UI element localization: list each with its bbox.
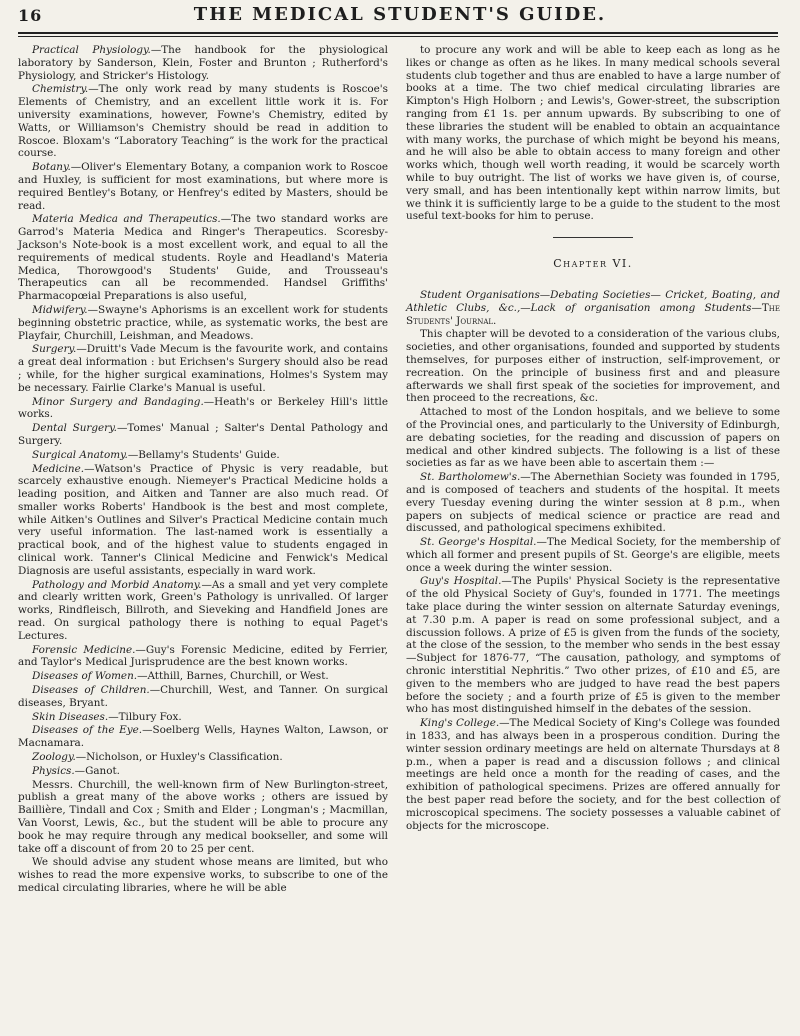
left-column	[18, 44, 388, 896]
chapter-divider	[553, 237, 633, 238]
paragraph-heading: St. Bartholomew's.	[420, 471, 521, 484]
paragraph-text: —The Abernethian Society was founded in 1795, and is composed of teachers and students of the hospital. It meets every Tuesday evening during the winter session at 8 p.m., when papers on subjects of medical science or practice are read and discussed, and pathological specimens exhibited.	[406, 471, 780, 535]
paragraph	[18, 44, 388, 82]
paragraph-text: —The Medical Society of King's College was founded in 1833, and has always been in a prosperous condition. During the winter session ordinary meetings are held on alternate Thursdays at 8 p.m., when a paper is read and a discussion follows ; and clinical meetings are held once a month for the reading of cases, and the exhibition of pathological specimens. Prizes are offered annually for the best paper read before the society, and for the best collection of microscopical specimens. The society possesses a valuable cabinet of objects for the microscope.	[406, 717, 780, 832]
paragraph-text: This chapter will be devoted to a consideration of the various clubs, societies, and other organisations, founded and supported by students themselves, for purposes either of instruction, self-improvement, or recreation. On the principle of business first and and pleasure afterwards we shall first speak of the societies for improvement, and then proceed to the recreations, &c.	[406, 328, 780, 405]
paragraph-heading: Botany.	[32, 161, 71, 174]
paragraph-heading: Diseases of Children.	[32, 684, 150, 697]
paragraph-heading: Surgical Anatomy.	[32, 448, 128, 461]
paragraph-text: —The Pupils' Physical Society is the representative of the old Physical Society of Guy's, founded in 1771. The meetings take place during the winter session on alternate Saturday evenings, at 7.30 p.m. A paper is read on some professional subject, and a discussion follows. A prize of £5 is given from the funds of the society, at the close of the session, to the member who sends in the best essay—Subject for 1876-77, “The causation, pathology, and symptoms of chronic interstitial Nephritis.” Two other prizes, of £10 and £5, are given to the members who are judged to have read the best papers before the society ; and a fourth prize of £5 is given to the member who has most distinguished himself in the debates of the session.	[406, 575, 780, 716]
paragraph-text: —The only work read by many students is Roscoe's Elements of Chemistry, and an excellent little work it is. For university examinations, however, Fowne's Chemistry, edited by Watts, or Williamson's Chemistry should be read in addition to Roscoe. Bloxam's “Laboratory Teaching” is the work for the practical course.	[18, 83, 388, 160]
paragraph-text: —Druitt's Vade Mecum is the favourite work, and contains a great deal information : but Erichsen's Surgery should also be read ; while, for the higher surgical examinations, Holmes's System may be necessary. Fairlie Clarke's Manual is useful.	[18, 343, 388, 394]
paragraph	[18, 644, 388, 670]
paragraph	[18, 856, 388, 894]
paragraph	[18, 304, 388, 342]
paragraph	[406, 717, 780, 832]
paragraph-text: —Guy's Forensic Medicine, edited by Ferrier, and Taylor's Medical Jurisprudence are the best known works.	[18, 643, 388, 669]
paragraph-heading: Materia Medica and Therapeutics.	[32, 213, 221, 226]
chapter-subtitle-main: Student Organisations—Debating Societies— Cricket, Boating, and Athletic Clubs, &c.,—Lack of organisation among Students	[406, 288, 780, 314]
paragraph	[18, 779, 388, 856]
paragraph	[18, 449, 388, 462]
paragraph-text: —Tomes' Manual ; Salter's Dental Pathology and Surgery.	[18, 422, 388, 447]
paragraph	[18, 765, 388, 778]
paragraph	[18, 343, 388, 394]
page-number: 16	[18, 6, 43, 25]
chapter-subtitle	[406, 289, 780, 327]
right-column	[406, 44, 780, 833]
running-title: THE MEDICAL STUDENT'S GUIDE.	[193, 4, 607, 25]
paragraph	[18, 463, 388, 578]
paragraph-heading: Practical Physiology.	[32, 44, 151, 56]
paragraph-text: Messrs. Churchill, the well-known firm of New Burlington-street, publish a great many of the above works ; others are issued by Baillière, Tindall and Cox ; Smith and Elder ; Longman's ; Macmillan, Van Voorst, Lewis, &c., but the student will be able to procure any book he may require through any medical bookseller, and some will take off a discount of from 20 to 25 per cent.	[18, 778, 388, 855]
paragraph-heading: Chemistry.	[32, 83, 89, 96]
paragraph-text: —As a small and yet very complete and clearly written work, Green's Pathology is unrivalled. Of larger works, Rindfleisch, Billroth, and Sieveking and Handfield Jones are read. On surgical pathology there is nothing to equal Paget's Lectures.	[18, 578, 388, 642]
paragraph-heading: Medicine.	[32, 462, 85, 475]
paragraph	[18, 684, 388, 710]
paragraph-heading: Guy's Hospital.	[420, 575, 502, 588]
paragraph	[18, 161, 388, 212]
paragraph-heading: Dental Surgery.	[32, 422, 117, 435]
paragraph-heading: Skin Diseases.	[32, 710, 109, 723]
paragraph-text: —Churchill, West, and Tanner. On surgical diseases, Bryant.	[18, 684, 389, 709]
chapter-title: Chapter VI.	[553, 257, 633, 271]
paragraph-heading: Minor Surgery and Bandaging.	[32, 395, 204, 408]
paragraph-heading: Diseases of the Eye.	[32, 724, 143, 737]
paragraph	[18, 751, 388, 764]
paragraph	[18, 422, 388, 448]
paragraph	[18, 83, 388, 160]
paragraph-text: —Tilbury Fox.	[108, 710, 182, 723]
paragraph-text: —Bellamy's Students' Guide.	[127, 448, 280, 461]
paragraph-heading: Midwifery.	[32, 303, 88, 316]
paragraph	[18, 579, 388, 643]
paragraph	[406, 328, 780, 405]
paragraph-heading: Diseases of Women.	[32, 670, 138, 683]
paragraph-text: to procure any work and will be able to keep each as long as he likes or change as often as he likes. In many medical schools several students club together and thus are enabled to have a large number of books at a time. The two chief medical circulating libraries are Kimpton's High Holborn ; and Lewis's, Gower-street, the subscription ranging from £1 1s. per annum upwards. By subscribing to one of these libraries the student will be enabled to obtain an acquaintance with many works, the purchase of which might be beyond his means, and he will also be able to obtain access to many foreign and other works which, though well worth reading, it would be scarcely worth while to buy outright. The list of works we have given is, of course, very small, and has been intentionally kept within narrow limits, but we think it is sufficiently large to be a guide to the student to the most useful text-books for him to peruse.	[406, 44, 781, 223]
paragraph	[406, 44, 780, 223]
paragraph-heading: Surgery.	[32, 343, 77, 356]
paragraph	[18, 670, 388, 683]
paragraph-text: —Watson's Practice of Physic is very readable, but scarcely exhaustive enough. Niemeyer's Practical Medicine holds a leading position, and Aitken and Tanner are also much read. Of smaller works Roberts' Handbook is the best and most complete, while Aitken's Outlines and Silver's Practical Medicine contain much very useful information. The last-named work is essentially a practical book, and of the highest value to students engaged in clinical work. Tanner's Clinical Medicine and Fenwick's Medical Diagnosis are useful assistants, especially in ward work.	[18, 462, 388, 577]
paragraph-text: —The handbook for the physiological laboratory by Sanderson, Klein, Foster and Brunton ; Rutherford's Physiology, and Stricker's Histology.	[18, 44, 388, 82]
paragraph-heading: Zoology.	[32, 751, 76, 764]
paragraph-text: —Swayne's Aphorisms is an excellent work for students beginning obstetric practice, while, as systematic works, the best are Playfair, Churchill, Leishman, and Meadows.	[18, 303, 388, 342]
paragraph	[406, 575, 780, 716]
paragraph	[406, 536, 780, 574]
paragraph	[18, 396, 388, 422]
chapter-subtitle-tail: —The Students' Journal.	[406, 301, 780, 327]
paragraph-text: —The two standard works are Garrod's Materia Medica and Ringer's Therapeutics. Scoresby-Jackson's Note-book is a most excellent work, and equal to all the requirements of medical students. Royle and Headland's Materia Medica, Thorowgood's Students' Guide, and Trousseau's Therapeutics can all be recommended. Handsel Griffiths' Pharmacopœial Preparations is also useful,	[18, 213, 388, 303]
paragraph-text: —Soelberg Wells, Haynes Walton, Lawson, or Macnamara.	[18, 724, 389, 750]
paragraph	[406, 406, 780, 470]
paragraph-heading: Forensic Medicine.	[32, 643, 136, 656]
paragraph-text: —The Medical Society, for the membership of which all former and present pupils of St. George's are eligible, meets once a week during the winter session.	[406, 536, 780, 574]
paragraph-text: Attached to most of the London hospitals, and we believe to some of the Provincial ones, and particularly to the University of Edinburgh, are debating societies, for the reading and discussion of papers on medical and other kindred subjects. The following is a list of these societies as far as we have been able to ascertain them :—	[406, 406, 780, 470]
paragraph-heading: Pathology and Morbid Anatomy.	[32, 578, 202, 591]
paragraph-text: We should advise any student whose means are limited, but who wishes to read the more expensive works, to subscribe to one of the medical circulating libraries, where he will be able	[18, 856, 388, 894]
paragraph	[18, 213, 388, 303]
paragraph-text: —Ganot.	[74, 764, 120, 777]
paragraph	[18, 724, 388, 750]
header-rule	[18, 32, 778, 37]
paragraph-text: —Oliver's Elementary Botany, a companion work to Roscoe and Huxley, is sufficient for most examinations, but where more is required Bentley's Botany, or Henfrey's edited by Masters, should be read.	[18, 161, 388, 212]
paragraph-heading: Physics.	[32, 764, 75, 777]
paragraph-text: —Heath's or Berkeley Hill's little works.	[18, 395, 388, 421]
paragraph-text: —Atthill, Barnes, Churchill, or West.	[137, 670, 329, 683]
paragraph-heading: King's College.	[420, 717, 500, 730]
paragraph-text: —Nicholson, or Huxley's Classification.	[75, 751, 283, 764]
paragraph	[18, 711, 388, 724]
paragraph	[406, 471, 780, 535]
paragraph-heading: St. George's Hospital.	[420, 536, 537, 549]
